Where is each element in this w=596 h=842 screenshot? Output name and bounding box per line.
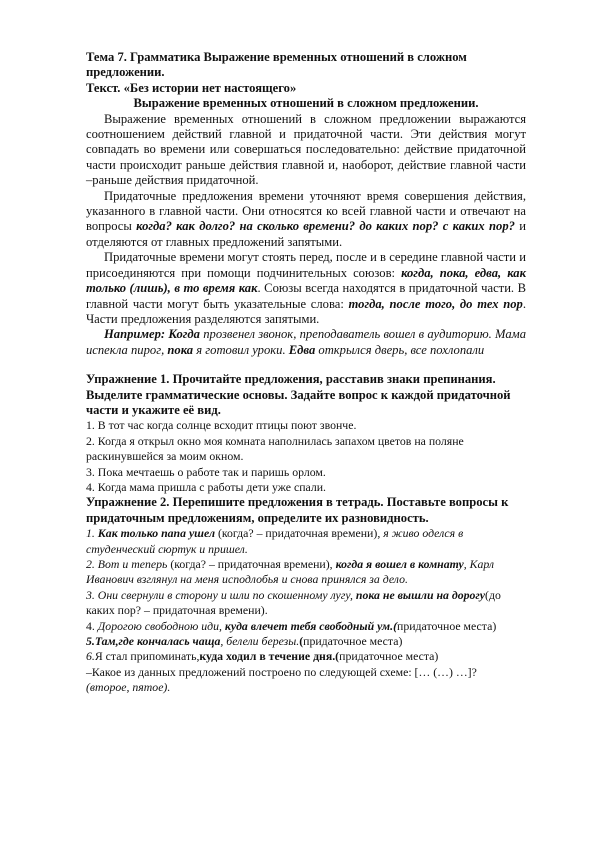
exercise-2-sentence-4: [86, 619, 526, 634]
s6-b: Я стал припоминать,: [94, 649, 200, 664]
paragraph-3-pointer-words: тогда, после того, до тех пор: [348, 296, 523, 311]
s3-c: (до каких пор? – придаточная времени).: [86, 587, 501, 618]
paragraph-3: [86, 250, 526, 327]
s5-a: 5.Там,где кончалась чаща: [86, 634, 221, 649]
exercise-2-sentence-5: [86, 634, 526, 649]
paragraph-1: Выражение временных отношений в сложном предложении выражаются соотношением действий главной и придаточной части. Эти действия могут совпадать во времени или совершаться последовательно: действие придаточной части происходит раньше действия главной и, наоборот, действие главной части –раньше действия придаточной.: [86, 111, 526, 188]
exercise-1-heading: Упражнение 1. Прочитайте предложения, расставив знаки препинания. Выделите грамматические основы. Задайте вопрос к каждой придаточной части и укажите её вид.: [86, 372, 511, 417]
spacer: [86, 358, 526, 372]
exercise-1-item: 4. Когда мама пришла с работы дети уже спали.: [86, 479, 326, 494]
s2-b: (когда? – придаточная времени),: [167, 557, 336, 571]
paragraph-2-text-a: Придаточные предложения времени уточняют время совершения действия, указанного в главной части. Они относятся ко всей главной части и отвечают на вопросы: [86, 188, 526, 234]
exercise-1-item: 3. Пока мечтаешь о работе так и паришь орлом.: [86, 464, 326, 479]
paragraph-2-questions: когда? как долго? на сколько времени? до каких пор? с каких пор?: [136, 219, 515, 234]
s3-b: пока не вышли на дорогу: [355, 587, 486, 602]
exercise-1-item: 1. В тот час когда солнце всходит птицы поют звонче.: [86, 418, 357, 433]
s6-a: 6.: [86, 649, 95, 664]
paragraph-3-text-b: . Союзы всегда находятся в придаточной части. В главной части могут быть указательные слова:: [86, 281, 526, 311]
s2-c: когда я вошел в комнату: [335, 557, 464, 571]
s4-c: куда влечет тебя свободный ум.(: [224, 618, 398, 633]
example-word-2: Едва: [288, 342, 316, 357]
paragraph-2-text-b: и отделяются от главных предложений запятыми.: [86, 219, 526, 249]
example-word-1: пока: [167, 342, 194, 357]
s1-a: 1.: [86, 526, 98, 541]
exercise-2-heading: Упражнение 2. Перепишите предложения в тетрадь. Поставьте вопросы к придаточным предложениям, определите их разновидность.: [86, 495, 509, 525]
document-page: [86, 50, 526, 696]
s2-a: 2. Вот и теперь: [86, 557, 168, 571]
example-text-3: открылся дверь, все похлопали: [315, 342, 485, 357]
s1-d: , я живо оделся в студенческий сюртук и пришел.: [86, 526, 464, 556]
topic-title: Тема 7. Грамматика Выражение временных отношений в сложном предложении.: [86, 50, 467, 80]
exercise-1-item: 2. Когда я открыл окно моя комната наполнилась запахом цветов на поляне раскинувшейся за моим окном.: [86, 433, 464, 464]
text-title: Текст. «Без истории нет настоящего»: [86, 80, 297, 95]
paragraph-3-text-a: Придаточные времени могут стоять перед, после и в середине главной части и присоединяются при помощи подчинительных союзов:: [86, 250, 526, 280]
s5-b: , белели березы.: [220, 634, 300, 649]
exercise-2-sentence-6: [86, 649, 526, 664]
s6-d: придаточное места): [339, 649, 439, 664]
example-text-2: я готовил уроки.: [193, 342, 289, 357]
s4-b: Дорогою свободною иди,: [97, 618, 225, 633]
example-paragraph: [86, 327, 526, 358]
exercise-2-sentence-3: [86, 588, 526, 619]
exercise-2-answer: (второе, пятое).: [86, 680, 171, 695]
paragraph-2: [86, 189, 526, 251]
exercise-2-question: –Какое из данных предложений построено по следующей схеме: [… (…) …]?: [86, 664, 477, 679]
s5-d: придаточное места): [303, 634, 403, 649]
s1-c: (когда? – придаточная времени): [215, 526, 378, 541]
s3-a: 3. Они свернули в сторону и шли по скошенному лугу,: [86, 587, 356, 602]
s1-b: Как только папа ушел: [97, 526, 215, 541]
s5-c: (: [299, 634, 304, 649]
s4-d: придаточное места): [397, 618, 497, 633]
paragraph-3-conjunctions: когда, пока, едва, как только (лишь), в то время как: [86, 265, 526, 296]
paragraph-3-text-c: . Части предложения разделяются запятыми.: [86, 296, 527, 326]
example-text-1: прозвенел звонок, преподаватель вошел в аудиторию. Мама испекла пирог,: [86, 327, 526, 357]
s2-d: , Карл Иванович взглянул на меня исподлобья и снова принялся за дело.: [86, 557, 494, 587]
s6-c: куда ходил в течение дня.(: [199, 649, 340, 664]
example-lead: Например: Когда: [104, 327, 200, 342]
exercise-2-sentence-2: [86, 557, 526, 588]
section-title: Выражение временных отношений в сложном предложении.: [133, 96, 479, 111]
exercise-2-sentence-1: [86, 526, 526, 557]
s4-a: 4.: [86, 618, 98, 633]
